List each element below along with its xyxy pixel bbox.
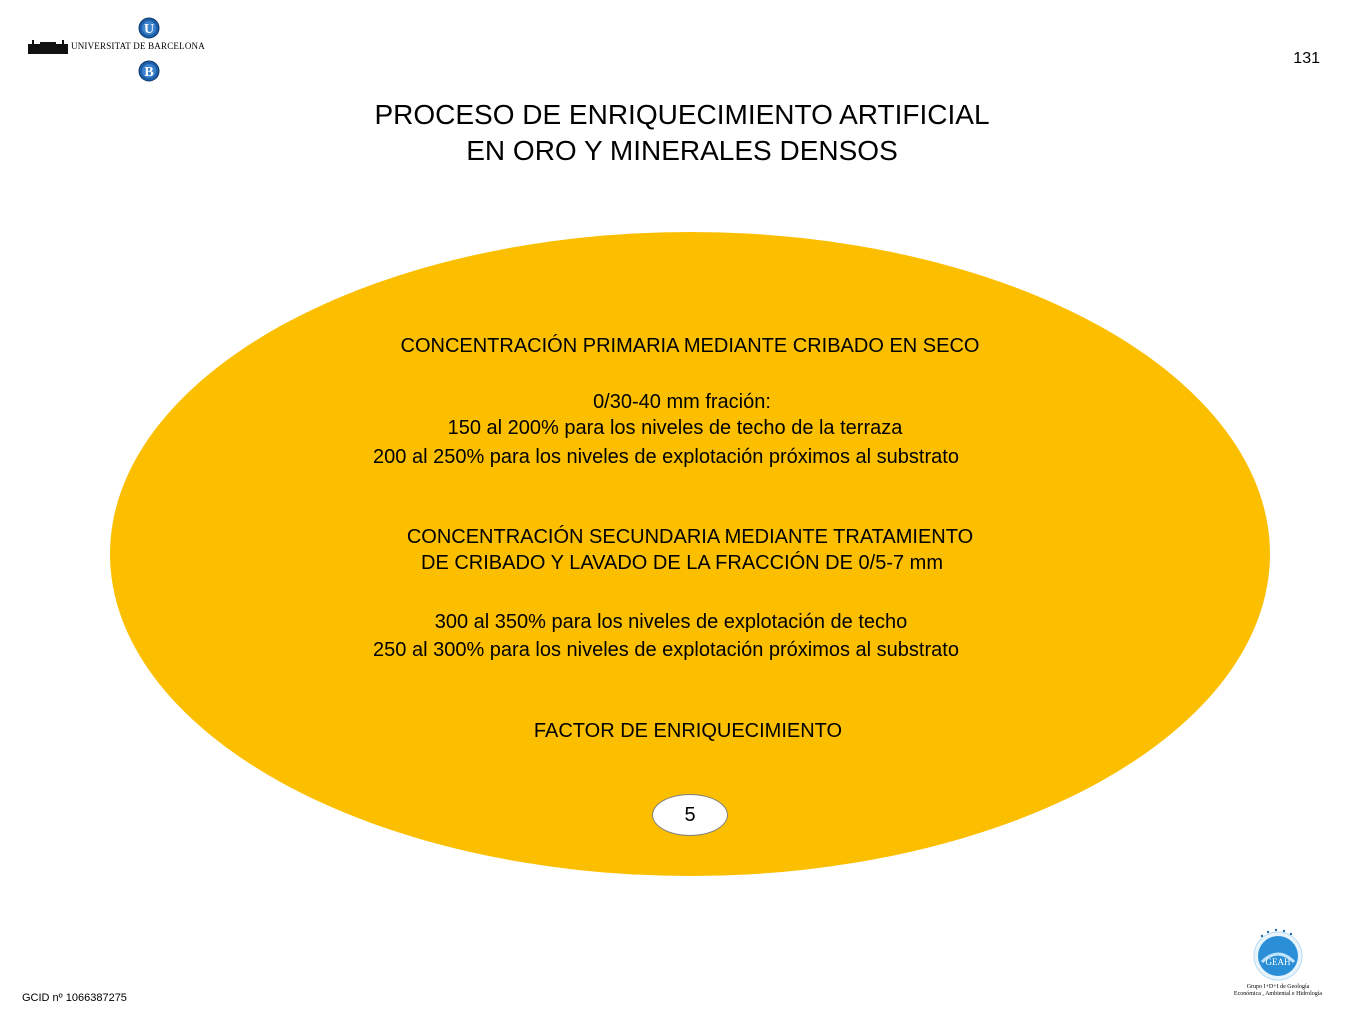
gcid-number: GCID nº 1066387275: [22, 992, 127, 1004]
primary-heading: CONCENTRACIÓN PRIMARIA MEDIANTE CRIBADO EN SECO: [400, 335, 980, 357]
factor-value-badge: 5: [652, 794, 728, 836]
page-title-line2: EN ORO Y MINERALES DENSOS: [466, 135, 898, 166]
secondary-line-1: 300 al 350% para los niveles de explotación de techo: [434, 611, 908, 633]
page-title-line1: PROCESO DE ENRIQUECIMIENTO ARTIFICIAL: [374, 99, 990, 130]
primary-line-1: 150 al 200% para los niveles de techo de la terraza: [447, 417, 903, 439]
seal-b-letter: B: [144, 65, 154, 80]
university-logo: [26, 14, 226, 86]
secondary-heading-1: CONCENTRACIÓN SECUNDARIA MEDIANTE TRATAMIENTO: [406, 526, 974, 548]
secondary-line-2: 250 al 300% para los niveles de explotación próximos al substrato: [373, 639, 959, 661]
geah-caption-line2: Económica , Ambiental e Hidrología: [1233, 991, 1323, 997]
geah-logo-text: GEAH: [1265, 957, 1291, 967]
factor-label: FACTOR DE ENRIQUECIMIENTO: [533, 720, 843, 742]
page-number: 131: [1293, 50, 1320, 67]
geah-logo: [1248, 924, 1308, 984]
primary-line-2: 200 al 250% para los niveles de explotación próximos al substrato: [373, 446, 959, 468]
primary-fraction: 0/30-40 mm fración:: [593, 391, 771, 413]
secondary-heading-2: DE CRIBADO Y LAVADO DE LA FRACCIÓN DE 0/5-7 mm: [421, 552, 943, 574]
geah-caption-line1: Grupo I+D+I de Geología: [1246, 984, 1310, 990]
geah-caption: [1212, 984, 1344, 998]
university-name: UNIVERSITAT DE BARCELONA: [71, 41, 205, 51]
seal-u-letter: U: [143, 22, 155, 37]
